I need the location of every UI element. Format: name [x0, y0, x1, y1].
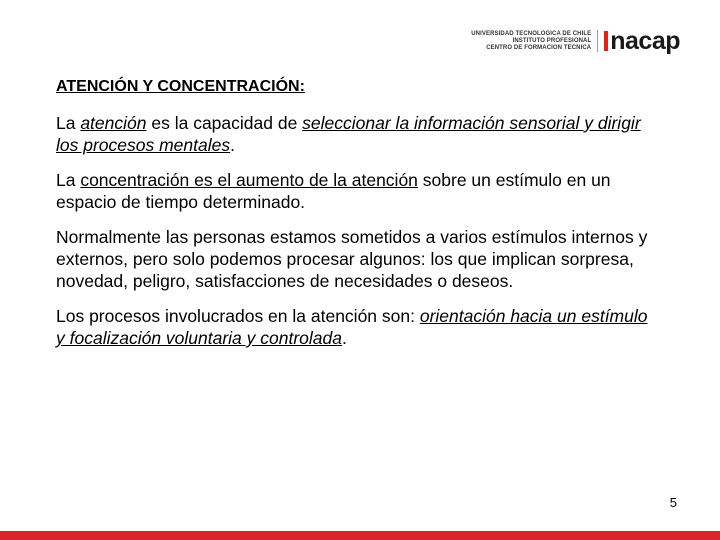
p1-definition: seleccionar la información sensorial y dirigir los procesos mentales	[56, 113, 641, 155]
logo-red-bar	[604, 31, 608, 51]
slide-title: ATENCIÓN Y CONCENTRACIÓN:	[56, 78, 305, 95]
logo-mark	[604, 28, 680, 54]
logo-institution-text	[471, 31, 591, 52]
paragraph-procesos	[56, 305, 656, 349]
logo-brand-text: nacap	[610, 27, 680, 55]
p1-text-2: es la capacidad de	[146, 113, 303, 133]
p1-text-1: La	[56, 113, 81, 133]
p2-text-2: sobre un estímulo en un espacio de tiempo determinado.	[56, 170, 611, 212]
paragraph-atencion	[56, 112, 656, 156]
logo-line-3: CENTRO DE FORMACION TECNICA	[486, 44, 592, 51]
footer-red-bar	[0, 531, 720, 540]
p4-processes: orientación hacia un estímulo y focalización voluntaria y controlada	[56, 306, 648, 348]
logo-line-1: UNIVERSIDAD TECNOLOGICA DE CHILE	[471, 30, 592, 37]
p4-text-1: Los procesos involucrados en la atención son:	[56, 306, 420, 326]
paragraph-concentracion	[56, 169, 656, 213]
paragraph-estimulos: Normalmente las personas estamos sometidos a varios estímulos internos y externos, pero solo podemos procesar algunos: los que implican sorpresa, novedad, peligro, satisfacciones de necesidades o deseos.	[56, 227, 648, 291]
p1-text-3: .	[230, 135, 235, 155]
slide-content	[56, 78, 656, 362]
p2-term-concentracion: concentración es el aumento de la atención	[80, 170, 418, 190]
page-number: 5	[669, 495, 677, 510]
logo-line-2: INSTITUTO PROFESIONAL	[512, 37, 592, 44]
inacap-logo	[471, 28, 680, 54]
logo-separator	[597, 30, 598, 52]
p1-term-atencion: atención	[80, 113, 147, 133]
p2-text-1: La	[56, 170, 81, 190]
p4-text-2: .	[342, 328, 347, 348]
